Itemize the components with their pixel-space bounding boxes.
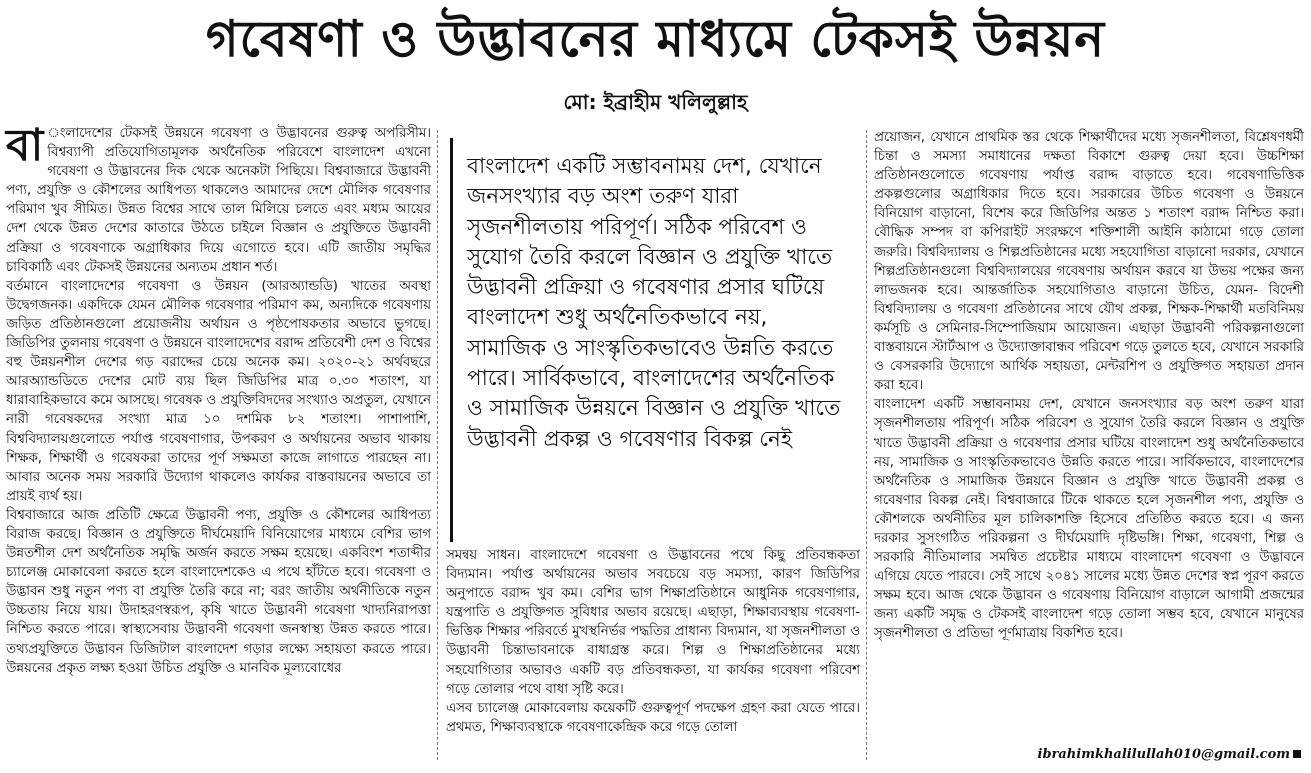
article-paragraph: বর্তমানে বাংলাদেশের গবেষণা ও উন্নয়ন (আরঅ্যান্ডডি) খাতের অবস্থা উদ্বেগজনক। একদিকে যেমন মৌলিক গবেষণার পরিমাণ কম, অন্যদিকে গবেষণায় জড়িত প্রতিষ্ঠানগুলো প্রয়োজনীয় অর্থায়ন ও পৃষ্ঠপোষকতার অভাবে ভুগছে। জিডিপির তুলনায় গবেষণা ও উন্নয়নে বাংলাদেশের বরাদ্দ প্রতিবেশী দেশ ও বিশ্বের বহু উন্নয়নশীল দেশের গড় বরাদ্দের চেয়ে অনেক কম। ২০২০-২১ অর্থবছরে আরঅ্যান্ডডিতে দেশের মোট ব্যয় ছিল জিডিপির মাত্র ০.৩০ শতাংশ, যা ধারাবাহিকভাবে কমে আসছে। গবেষক ও প্রযুক্তিবিদদের সংখ্যাও অপ্রতুল, যেখানে নারী গবেষকদের সংখ্যা মাত্র ১০ দশমিক ৮২ শতাংশ। পাশাপাশি, বিশ্ববিদ্যালয়গুলোতে পর্যাপ্ত গবেষণাগার, উপকরণ ও অর্থায়নের অভাব থাকায় শিক্ষক, শিক্ষার্থী ও গবেষকরা তাদের পূর্ণ সক্ষমতা কাজে লাগাতে পারছেন না। আবার অনেক সময় সরকারি উদ্যোগ থাকলেও কার্যকর বাস্তবায়নের অভাবে তা প্রায়ই ব্যর্থ হয়। <box>6 278 431 504</box>
article-headline: গবেষণা ও উদ্ভাবনের মাধ্যমে টেকসই উন্নয়ন <box>205 10 1106 68</box>
article-paragraph: বাংলাদেশ একটি সম্ভাবনাময় দেশ, যেখানে জনসংখ্যার বড় অংশ তরুণ যারা সৃজনশীলতায় পরিপূর্ণ। সঠিক পরিবেশ ও সুযোগ তৈরি করলে বিজ্ঞান ও প্রযুক্তি খাতে উদ্ভাবনী প্রক্রিয়া ও গবেষণার প্রসার ঘটিয়ে বাংলাদেশ শুধু অর্থনৈতিকভাবে নয়, সামাজিক ও সাংস্কৃতিকভাবেও উন্নতি করতে পারে। সার্বিকভাবে, বাংলাদেশের অর্থনৈতিক ও সামাজিক উন্নয়নে বিজ্ঞান ও প্রযুক্তি খাতে উদ্ভাবনী প্রকল্প ও গবেষণার বিকল্প নেই। বিশ্ববাজারে টিকে থাকতে হলে সৃজনশীল পণ্য, প্রযুক্তি ও কৌশলকে অর্থনীতির মূল চালিকাশক্তি হিসেবে প্রতিষ্ঠিত করতে হবে। এ জন্য দরকার সুসংগঠিত পরিকল্পনা ও দীর্ঘমেয়াদি দৃষ্টিভঙ্গি। শিক্ষা, গবেষণা, শিল্প ও সরকারি নীতিমালার সমন্বিত প্রচেষ্টার মাধ্যমে বাংলাদেশ গবেষণা ও উদ্ভাবনে এগিয়ে যেতে পারবে। সেই সাথে ২০৪১ সালের মধ্যে উন্নত দেশের স্বপ্ন পূরণ করতে সক্ষম হবে। আজ থেকে উদ্ভাবন ও গবেষণায় বিনিয়োগ বাড়ালে আগামী প্রজন্মের জন্য একটি সমৃদ্ধ ও টেকসই বাংলাদেশ গড়ে তোলা সম্ভব হবে, যেখানে মানুষের সৃজনশীলতা ও প্রতিভা পূর্ণমাত্রায় বিকশিত হবে। <box>874 397 1304 642</box>
article-paragraph: এসব চ্যালেঞ্জ মোকাবেলায় কয়েকটি গুরুত্বপূর্ণ পদক্ষেপ গ্রহণ করা যেতে পারে। প্রথমত, শিক্ষাব্যবস্থাকে গবেষণাকেন্দ্রিক করে গড়ে তোলা <box>446 700 860 735</box>
article-column-left <box>6 120 431 764</box>
article-paragraph <box>6 120 431 277</box>
author-email <box>1038 745 1302 765</box>
end-mark-icon <box>1293 750 1301 758</box>
column-divider <box>437 130 438 760</box>
pull-quote: বাংলাদেশ একটি সম্ভাবনাময় দেশ, যেখানে জনসংখ্যার বড় অংশ তরুণ যারা সৃজনশীলতায় পরিপূর্ণ। সঠিক পরিবেশ ও সুযোগ তৈরি করলে বিজ্ঞান ও প্রযুক্তি খাতে উদ্ভাবনী প্রক্রিয়া ও গবেষণার প্রসার ঘটিয়ে বাংলাদেশ শুধু অর্থনৈতিকভাবে নয়, সামাজিক ও সাংস্কৃতিকভাবেও উন্নতি করতে পারে। সার্বিকভাবে, বাংলাদেশের অর্থনৈতিক ও সামাজিক উন্নয়নে বিজ্ঞান ও প্রযুক্তি খাতে উদ্ভাবনী প্রকল্প ও গবেষণার বিকল্প নেই <box>450 138 855 542</box>
article-paragraph: প্রয়োজন, যেখানে প্রাথমিক স্তর থেকে শিক্ষার্থীদের মধ্যে সৃজনশীলতা, বিশ্লেষণধর্মী চিন্তা ও সমস্যা সমাধানের দক্ষতা বিকাশে গুরুত্ব দেয়া হবে। উচ্চশিক্ষা প্রতিষ্ঠানগুলোতে গবেষণায় পর্যাপ্ত বরাদ্দ বাড়াতে হবে। গবেষণাভিত্তিক প্রকল্পগুলোর অগ্রাধিকার দিতে হবে। সরকারের উচিত গবেষণা ও উন্নয়নে বিনিয়োগ বাড়ানো, বিশেষ করে জিডিপির অন্তত ১ শতাংশ বরাদ্দ নিশ্চিত করা। বৌদ্ধিক সম্পদ বা কপিরাইট সংরক্ষণে শক্তিশালী আইনি কাঠামো গড়ে তোলা জরুরি। বিশ্ববিদ্যালয় ও শিল্পপ্রতিষ্ঠানের মধ্যে সহযোগিতা বাড়ানো দরকার, যেখানে শিল্পপ্রতিষ্ঠানগুলো বিশ্ববিদ্যালয়ের গবেষণায় অর্থায়ন করবে যা উভয় পক্ষের জন্য লাভজনক হবে। আন্তর্জাতিক সহযোগিতাও বাড়ানো উচিত, যেমন- বিদেশী বিশ্ববিদ্যালয় ও গবেষণা প্রতিষ্ঠানের সাথে যৌথ প্রকল্প, শিক্ষক-শিক্ষার্থী মতবিনিময় কর্মসূচি ও সেমিনার-সিম্পোজিয়াম আয়োজন। এছাড়া উদ্ভাবনী পরিকল্পনাগুলো বাস্তবায়নে স্টার্টআপ ও উদ্যোক্তাবান্ধব পরিবেশ গড়ে তুলতে হবে, যেখানে সরকারি ও বেসরকারি উদ্যোগে আর্থিক সহায়তা, মেন্টরশিপ ও প্রযুক্তিগত সহায়তা প্রদান করা হবে। <box>874 130 1304 394</box>
article-paragraph: বিশ্ববাজারে আজ প্রতিটি ক্ষেত্রে উদ্ভাবনী পণ্য, প্রযুক্তি ও কৌশলের আধিপত্য বিরাজ করছে। বিজ্ঞান ও প্রযুক্তিতে দীর্ঘমেয়াদি বিনিয়োগের মাধ্যমে বেশির ভাগ উন্নতশীল দেশ অর্থনৈতিক সমৃদ্ধি অর্জন করতে সক্ষম হয়েছে। একবিংশ শতাব্দীর চ্যালেঞ্জ মোকাবেলা করতে হলে বাংলাদেশকেও এ পথে হাঁটতে হবে। গবেষণা ও উদ্ভাবন শুধু নতুন পণ্য বা প্রযুক্তি তৈরি করে না; বরং জাতীয় অর্থনীতিকে নতুন উচ্চতায় নিয়ে যায়। উদাহরণস্বরূপ, কৃষি খাতে উদ্ভাবনী গবেষণা খাদ্যনিরাপত্তা নিশ্চিত করতে পারে। স্বাস্থ্যসেবায় উদ্ভাবনী গবেষণা জনস্বাস্থ্য উন্নত করতে পারে। তথ্যপ্রযুক্তিতে উদ্ভাবন ডিজিটাল বাংলাদেশ গড়ার লক্ষ্যে সহায়তা করতে পারে। উন্নয়নের প্রকৃত লক্ষ্য হওয়া উচিত প্রযুক্তি ও মানবিক মূল্যবোধের <box>6 507 431 676</box>
article-paragraph: সমন্বয় সাধন। বাংলাদেশে গবেষণা ও উদ্ভাবনের পথে কিছু প্রতিবন্ধকতা বিদ্যমান। পর্যাপ্ত অর্থায়নের অভাব সবচেয়ে বড় সমস্যা, কারণ জিডিপির অনুপাতে বরাদ্দ খুব কম। বেশির ভাগ শিক্ষাপ্রতিষ্ঠানে আধুনিক গবেষণাগার, যন্ত্রপাতি ও প্রযুক্তিগত সুবিধার অভাব রয়েছে। এছাড়া, শিক্ষাব্যবস্থায় গবেষণা-ভিত্তিক শিক্ষার পরিবর্তে মুখস্থনির্ভর পদ্ধতির প্রাধান্য বিদ্যমান, যা সৃজনশীলতা ও উদ্ভাবনী চিন্তাভাবনাকে বাধাগ্রস্ত করে। শিল্প ও শিক্ষাপ্রতিষ্ঠানের মধ্যে সহযোগিতার অভাবও একটি বড় প্রতিবন্ধকতা, যা কার্যকর গবেষণা পরিবেশ গড়ে তোলার পথে বাধা সৃষ্টি করে। <box>446 548 860 697</box>
article-column-right <box>874 128 1304 748</box>
column-divider <box>866 130 867 760</box>
drop-cap: বা <box>6 120 44 171</box>
paragraph-text: ংলাদেশের টেকসই উন্নয়নে গবেষণা ও উদ্ভাবনের গুরুত্ব অপরিসীম। বিশ্বব্যাপী প্রতিযোগিতামূলক অর্থনৈতিক পরিবেশে বাংলাদেশ এখনো গবেষণা ও উদ্ভাবনের দিক থেকে অনেকটা পিছিয়ে। বিশ্ববাজারে উদ্ভাবনী পণ্য, প্রযুক্তি ও কৌশলের আধিপত্য থাকলেও আমাদের দেশে মৌলিক গবেষণার পরিমাণ খুব সীমিত। উন্নত বিশ্বের সাথে তাল মিলিয়ে চলতে এবং মধ্যম আয়ের দেশ থেকে উন্নত দেশের কাতারে উঠতে চাইলে বিজ্ঞান ও প্রযুক্তিতে উদ্ভাবনী প্রক্রিয়া ও গবেষণাকে অগ্রাধিকার দিয়ে এগোতে হবে। এটি জাতীয় সমৃদ্ধির চাবিকাঠি এবং টেকসই উন্নয়নের অন্যতম প্রধান শর্ত। <box>6 126 431 275</box>
article-column-middle <box>446 546 860 760</box>
author-email-text: ibrahimkhalilullah010@gmail.com <box>1037 747 1290 762</box>
article-byline: মো: ইব্রাহীম খলিলুল্লাহ <box>563 90 748 114</box>
